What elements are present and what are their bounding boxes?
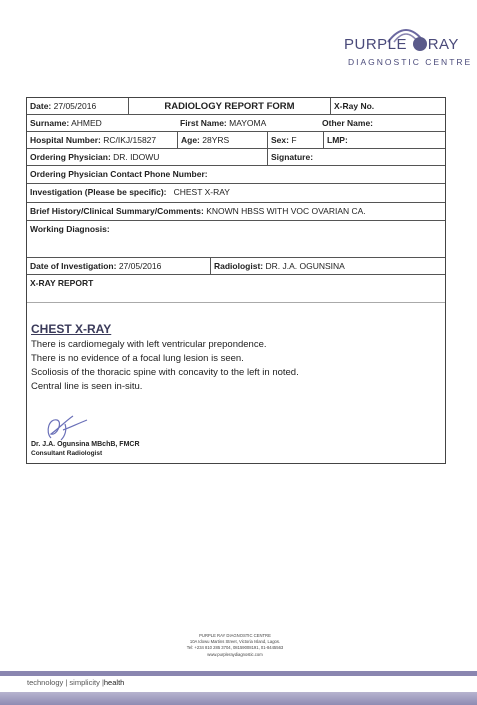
age-cell [177, 132, 267, 148]
radiologist-cell [210, 258, 447, 274]
age-label: Age: [181, 135, 200, 145]
form-row-report [27, 275, 445, 303]
history-value: KNOWN HBSS WITH VOC OVARIAN CA. [206, 206, 366, 216]
signature-cell [267, 149, 447, 165]
xray-no-label: X-Ray No. [334, 101, 375, 111]
logo-word-purple: PURPLE [344, 36, 408, 53]
footer-address: 10A Idowu Martins Street, Victoria Island, Lagos. [189, 639, 281, 645]
hospital-cell [27, 132, 177, 148]
tagline-separator-1: | [65, 678, 68, 687]
diagnosis-cell [27, 221, 447, 257]
form-row-diagnosis [27, 221, 445, 258]
finding-2: There is no evidence of a focal lung lesion is seen. [31, 353, 244, 364]
lmp-label: LMP: [327, 135, 348, 145]
first-name-value: MAYOMA [229, 118, 267, 128]
radiologist-value: DR. J.A. OGUNSINA [265, 261, 345, 271]
date-value: 27/05/2016 [53, 101, 97, 111]
physician-value: DR. IDOWU [113, 152, 160, 162]
radiologist-label: Radiologist: [214, 261, 264, 271]
finding-1: There is cardiomegaly with left ventricular prepondence. [31, 339, 267, 350]
physician-cell [27, 149, 267, 165]
age-value: 28YRS [202, 135, 230, 145]
finding-3: Scoliosis of the thoracic spine with concavity to the left in noted. [31, 367, 299, 378]
tagline-health: health [103, 678, 125, 687]
tagline-separator-2: | [101, 678, 104, 687]
logo-word-ray: RAY [427, 36, 459, 53]
purple-ray-logo [340, 16, 473, 72]
inv-date-cell [27, 258, 210, 274]
xray-no-cell [330, 98, 447, 114]
form-row-hospital [27, 132, 445, 149]
form-row-inv-date [27, 258, 445, 275]
footer-band-top [0, 671, 477, 676]
diagnosis-label: Working Diagnosis: [30, 224, 110, 234]
sex-label: Sex: [271, 135, 289, 145]
footer-phone: Tel: +234 810 285 3704, 08159008191, 01-8445563 [186, 645, 284, 651]
form-row-investigation [27, 184, 445, 203]
xray-report-label: X-RAY REPORT [30, 278, 94, 288]
form-row-names [27, 115, 445, 132]
hospital-value: RC/IKJ/15827 [103, 135, 157, 145]
date-label: Date: [30, 101, 52, 111]
phone-label: Ordering Physician Contact Phone Number: [30, 169, 208, 179]
other-name-label: Other Name: [322, 118, 374, 128]
form-row-header [27, 98, 445, 115]
surname-value: AHMED [71, 118, 102, 128]
investigation-cell [27, 184, 447, 202]
history-cell [27, 203, 447, 220]
inv-date-label: Date of Investigation: [30, 261, 117, 271]
history-label: Brief History/Clinical Summary/Comments: [30, 206, 204, 216]
inv-date-value: 27/05/2016 [118, 261, 162, 271]
first-name-label: First Name: [180, 118, 227, 128]
signature-label: Signature: [271, 152, 314, 162]
footer-band-bottom [0, 692, 477, 705]
sex-value: F [291, 135, 297, 145]
doctor-name: Dr. J.A. Ogunsina MBchB, FMCR [31, 441, 140, 448]
form-row-phone [27, 166, 445, 184]
logo-name [344, 36, 459, 53]
logo-subtitle: DIAGNOSTIC CENTRE [348, 57, 473, 67]
investigation-label: Investigation (Please be specific): [30, 187, 167, 197]
phone-cell [27, 166, 447, 183]
finding-4: Central line is seen in-situ. [31, 381, 143, 392]
footer-tagline [27, 678, 124, 687]
logo-dot-icon [413, 37, 427, 51]
other-name-cell [319, 115, 447, 131]
investigation-value: CHEST X-RAY [173, 187, 230, 197]
first-name-cell [177, 115, 319, 131]
physician-label: Ordering Physician: [30, 152, 111, 162]
radiology-report-form [26, 97, 446, 464]
tagline-simplicity: simplicity [69, 678, 100, 687]
hospital-label: Hospital Number: [30, 135, 101, 145]
lmp-cell [323, 132, 447, 148]
footer-website: www.purpleraydiagnostic.com [207, 651, 263, 657]
form-row-physician [27, 149, 445, 166]
report-heading: CHEST X-RAY [31, 322, 112, 336]
doctor-title: Consultant Radiologist [31, 450, 103, 457]
date-cell [27, 98, 128, 114]
report-label-cell [27, 275, 447, 302]
footer-company-name: PURPLE RAY DIAGNOSTIC CENTRE [199, 633, 271, 638]
tagline-technology: technology [27, 678, 64, 687]
form-row-history [27, 203, 445, 221]
sex-cell [267, 132, 323, 148]
surname-cell [27, 115, 177, 131]
radiologist-signature [43, 410, 103, 444]
form-title: RADIOLOGY REPORT FORM [128, 98, 330, 114]
surname-label: Surname: [30, 118, 70, 128]
footer-address-block [150, 633, 320, 658]
